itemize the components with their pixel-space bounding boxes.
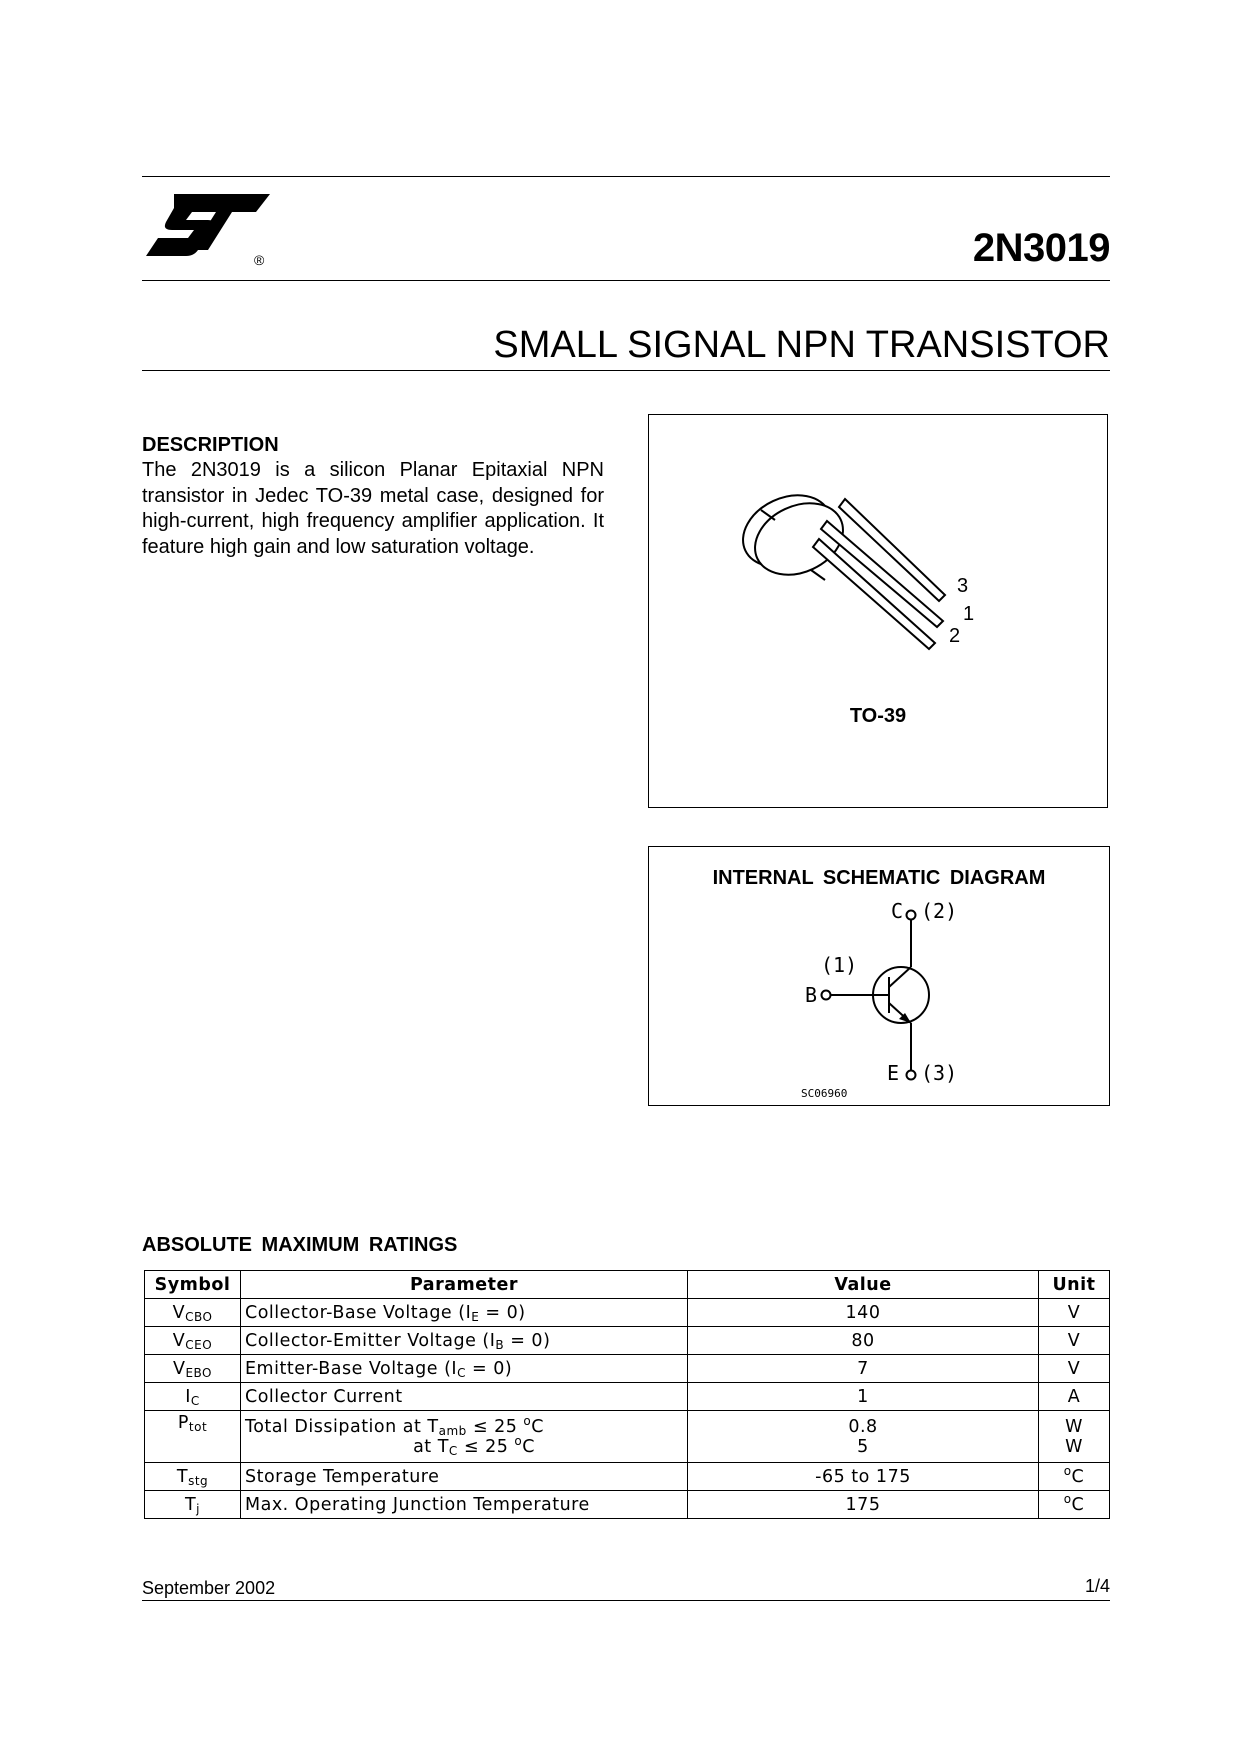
parameter-subscript: E [471, 1309, 480, 1324]
table-row [145, 1327, 1110, 1355]
package-figure [648, 414, 1108, 808]
unit: V [1039, 1355, 1110, 1383]
symbol: V [172, 1302, 186, 1323]
emitter-pin: (3) [921, 1061, 958, 1085]
footer-rule [142, 1600, 1110, 1601]
symbol-subscript: CBO [185, 1309, 213, 1324]
value-line-2: 5 [857, 1436, 869, 1457]
value: 7 [688, 1355, 1039, 1383]
description-heading: DESCRIPTION [142, 434, 279, 456]
parameter: Max. Operating Junction Temperature [241, 1491, 688, 1519]
parameter: Collector Current [241, 1383, 688, 1411]
collector-pin: (2) [921, 899, 958, 923]
value: 80 [688, 1327, 1039, 1355]
column-header-symbol: Symbol [145, 1271, 241, 1299]
parameter: Collector-Emitter Voltage (I [245, 1330, 496, 1351]
unit: C [1071, 1466, 1085, 1487]
unit: C [1071, 1494, 1085, 1515]
st-logo [146, 190, 270, 268]
footer-date: September 2002 [142, 1578, 276, 1598]
parameter-line-2: at $T_C \le 25$ $^o$C [413, 1433, 535, 1458]
symbol: T [176, 1466, 189, 1487]
value: 175 [688, 1491, 1039, 1519]
symbol-subscript: CEO [185, 1337, 213, 1352]
symbol: V [172, 1330, 186, 1351]
symbol: P [177, 1413, 189, 1433]
unit-degree: o [1063, 1463, 1072, 1478]
value: 1 [688, 1383, 1039, 1411]
parameter: Collector-Base Voltage (I [245, 1302, 472, 1323]
unit-degree: o [1063, 1491, 1072, 1506]
unit: A [1039, 1383, 1110, 1411]
schematic-figure [648, 846, 1110, 1106]
parameter-line-1: Total Dissipation at $T_{amb} \le 25$ $^o$C [245, 1413, 544, 1438]
unit-line-2: W [1065, 1436, 1083, 1457]
table-row [145, 1383, 1110, 1411]
table-row [145, 1463, 1110, 1491]
symbol: T [184, 1494, 197, 1515]
symbol-subscript: C [190, 1393, 200, 1408]
table-row [145, 1411, 1110, 1463]
ratings-table [144, 1270, 1110, 1519]
parameter-suffix: = 0) [479, 1302, 526, 1323]
pin-label-1: 1 [963, 603, 975, 625]
title-rule [142, 370, 1110, 371]
column-header-unit: Unit [1039, 1271, 1110, 1299]
symbol-subscript: stg [188, 1473, 209, 1488]
to39-drawing [649, 415, 1107, 807]
table-row [145, 1491, 1110, 1519]
part-number: 2N3019 [972, 226, 1110, 270]
parameter-subscript: B [495, 1337, 505, 1352]
parameter-suffix: = 0) [504, 1330, 551, 1351]
column-header-parameter: Parameter [241, 1271, 688, 1299]
transistor-symbol [649, 847, 1109, 1105]
collector-letter: C [891, 899, 904, 923]
registered-mark: ® [254, 252, 265, 268]
value: -65 to 175 [688, 1463, 1039, 1491]
value-line-1: 0.8 [848, 1416, 878, 1437]
package-caption: TO-39 [849, 705, 907, 727]
table-header-row [145, 1271, 1110, 1299]
pin-label-3: 3 [957, 575, 969, 597]
parameter-subscript: C [457, 1365, 466, 1380]
symbol: V [172, 1358, 186, 1379]
parameter: Emitter-Base Voltage (I [245, 1358, 458, 1379]
table-row [145, 1355, 1110, 1383]
ratings-heading: ABSOLUTE MAXIMUM RATINGS [142, 1234, 458, 1256]
table-row [145, 1299, 1110, 1327]
unit: V [1039, 1299, 1110, 1327]
top-rule [142, 176, 1110, 177]
parameter: Storage Temperature [241, 1463, 688, 1491]
symbol-subscript: EBO [185, 1365, 213, 1380]
value: 140 [688, 1299, 1039, 1327]
parameter-suffix: = 0) [465, 1358, 513, 1379]
symbol-subscript: tot [188, 1420, 208, 1434]
base-pin: (1) [821, 953, 858, 977]
schematic-title: INTERNAL SCHEMATIC DIAGRAM [712, 867, 1046, 889]
schematic-code: SC06960 [801, 1087, 848, 1100]
description-text: The 2N3019 is a silicon Planar Epitaxial NPN transistor in Jedec TO-39 metal case, designed for high-current, high frequency amplifier application. It feature high gain and low saturation voltage. [142, 459, 604, 558]
header-rule [142, 280, 1110, 281]
emitter-letter: E [887, 1061, 900, 1085]
pin-label-2: 2 [949, 625, 961, 647]
symbol-subscript: j [196, 1501, 201, 1516]
page-number: 1/4 [1084, 1576, 1110, 1596]
unit-line-1: W [1065, 1416, 1083, 1437]
page-title: SMALL SIGNAL NPN TRANSISTOR [493, 324, 1110, 366]
column-header-value: Value [688, 1271, 1039, 1299]
base-letter: B [805, 983, 818, 1007]
symbol: I [185, 1386, 191, 1407]
unit: V [1039, 1327, 1110, 1355]
